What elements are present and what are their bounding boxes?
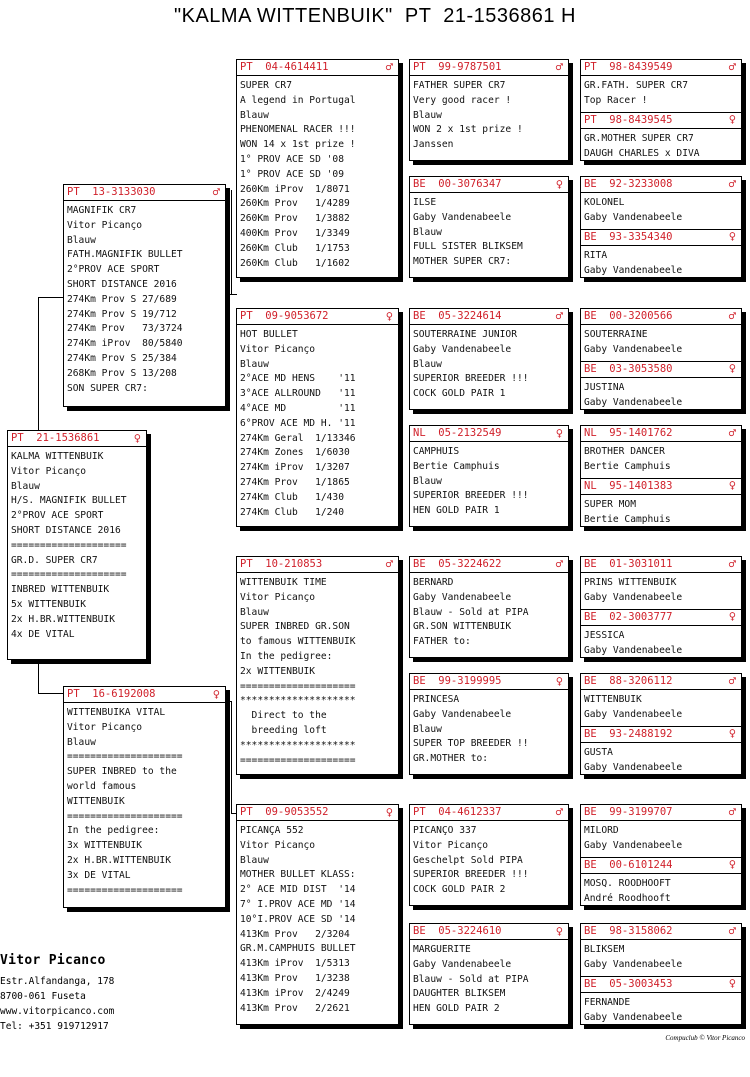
card-body (410, 690, 568, 767)
card-line: Gaby Vandenabeele (413, 958, 512, 970)
card-line: 260Km Club 1/1602 (240, 257, 350, 269)
card-line: 260Km Prov 1/4289 (240, 198, 350, 210)
card-line: SON SUPER CR7: (67, 382, 148, 394)
female-icon: ♀ (728, 976, 736, 990)
card-line: 274Km Prov S 25/384 (67, 352, 177, 364)
female-icon: ♀ (555, 924, 563, 938)
card-line: Gaby Vandenabeele (584, 761, 683, 773)
connector-line (38, 693, 63, 694)
card-line: breeding loft (240, 724, 327, 736)
card-line: H/S. MAGNIFIK BULLET (11, 495, 127, 507)
female-icon: ♀ (728, 726, 736, 740)
card-body (410, 940, 568, 1017)
card-line: world famous (67, 780, 137, 792)
card-line: WITTENBUIK (584, 694, 642, 705)
card-line: SUPERIOR BREEDER !!! (413, 869, 529, 881)
card-line: 274Km Club 1/430 (240, 491, 344, 503)
female-icon: ♀ (555, 674, 563, 688)
card-line: GR.M.CAMPHUIS BULLET (240, 943, 356, 955)
card-line: ==================== (11, 539, 127, 551)
card-line: 413Km iProv 1/5313 (240, 958, 350, 970)
card-line: FULL SISTER BLIKSEM (413, 241, 523, 253)
male-icon: ♂ (728, 924, 736, 938)
card-line: Blauw (240, 606, 269, 618)
card-line: PRINCESA (413, 694, 460, 705)
card-line: JESSICA (584, 630, 625, 641)
pedigree-card-sire-sire (236, 59, 399, 278)
card-line: Blauw (413, 475, 442, 487)
card-line: MOSQ. ROODHOOFT (584, 878, 671, 889)
card-line: Gaby Vandenabeele (584, 708, 683, 720)
card-line: SOUTERRAINE (584, 329, 648, 340)
male-icon: ♂ (555, 309, 563, 323)
ring-number: BE 05-3224610 (410, 924, 568, 940)
card-body (581, 378, 741, 410)
card-line: 7° I.PROV ACE MD '14 (240, 898, 356, 910)
ring-number: BE 93-2488192 (581, 726, 741, 743)
card-line: BERNARD (413, 577, 454, 588)
card-line: 3x WITTENBUIK (67, 840, 143, 852)
connector-line (38, 297, 39, 431)
card-body (581, 993, 741, 1025)
ring-number: PT 04-4614411 (237, 60, 398, 76)
page-title: "KALMA WITTENBUIK" PT 21-1536861 H (174, 5, 576, 27)
card-line: Gaby Vandenabeele (413, 211, 512, 223)
male-icon: ♂ (385, 557, 393, 571)
card-line: 10°I.PROV ACE SD '14 (240, 913, 356, 925)
card-body (581, 821, 741, 854)
card-body (410, 442, 568, 519)
card-line: 2°PROV ACE SPORT (67, 264, 160, 276)
card-line: INBRED WITTENBUIK (11, 584, 110, 596)
ring-number: PT 21-1536861 (8, 431, 146, 447)
card-line: GR.D. SUPER CR7 (11, 554, 98, 566)
ring-number: BE 00-3076347 (410, 177, 568, 193)
card-body (237, 76, 398, 271)
card-line: SOUTERRAINE JUNIOR (413, 329, 517, 340)
male-icon: ♂ (728, 177, 736, 191)
card-line: PICANÇA 552 (240, 825, 304, 836)
card-line: Top Racer ! (584, 94, 648, 106)
card-line: MARGUERITE (413, 944, 471, 955)
card-line: HEN GOLD PAIR 2 (413, 1003, 500, 1015)
card-line: SHORT DISTANCE 2016 (67, 278, 177, 290)
pedigree-card-sdd (409, 425, 569, 527)
pedigree-pair-1 (580, 59, 742, 161)
male-icon: ♂ (728, 557, 736, 571)
card-line: 6°PROV ACE MD H. '11 (240, 417, 356, 429)
card-line: 274Km Prov 73/3724 (67, 323, 183, 335)
card-line: A legend in Portugal (240, 94, 356, 106)
card-line: 1° PROV ACE SD '08 (240, 153, 344, 165)
card-line: ILSE (413, 197, 437, 208)
card-line: SUPERIOR BREEDER !!! (413, 373, 529, 385)
ring-number: BE 02-3003777 (581, 609, 741, 626)
card-line: 260Km Club 1/1753 (240, 242, 350, 254)
card-line: 3°ACE ALLROUND '11 (240, 388, 356, 400)
pedigree-card-sire (63, 184, 226, 407)
pedigree-card-dam-sire (236, 556, 399, 775)
card-line: WITTENBUIK TIME (240, 577, 327, 588)
card-line: Vitor Picanço (240, 343, 316, 355)
card-line: WITTENBUIK (67, 795, 125, 807)
card-body (581, 325, 741, 358)
female-icon: ♀ (385, 309, 393, 323)
card-line: Vitor Picanço (240, 591, 316, 603)
card-line: HEN GOLD PAIR 1 (413, 505, 500, 517)
ring-number: BE 88-3206112 (581, 674, 741, 690)
card-line: 2x WITTENBUIK (240, 665, 316, 677)
male-icon: ♂ (728, 674, 736, 688)
female-icon: ♀ (728, 609, 736, 623)
card-line: Blauw (67, 736, 96, 748)
card-line: ==================== (240, 680, 356, 692)
card-line: In the pedigree: (240, 650, 333, 662)
card-body (581, 193, 741, 226)
card-line: SUPER TOP BREEDER !! (413, 738, 529, 750)
pedigree-card-dsd (409, 673, 569, 775)
card-line: Gaby Vandenabeele (413, 343, 512, 355)
card-line: Vitor Picanço (11, 465, 87, 477)
card-line: Bertie Camphuis (413, 460, 500, 472)
card-line: MILORD (584, 825, 619, 836)
breeder-name: Vitor Picanco (0, 953, 106, 968)
ring-number: BE 00-6101244 (581, 857, 741, 874)
card-line: 2x H.BR.WITTENBUIK (67, 854, 171, 866)
card-line: 413Km Prov 2/2621 (240, 1002, 350, 1014)
male-icon: ♂ (555, 557, 563, 571)
female-icon: ♀ (555, 177, 563, 191)
card-body (64, 201, 225, 396)
pedigree-card-subject (7, 430, 147, 660)
card-line: 274Km Prov S 19/712 (67, 308, 177, 320)
card-line: Bertie Camphuis (584, 460, 671, 472)
card-line: ******************** (240, 739, 356, 751)
card-line: 2° ACE MID DIST '14 (240, 884, 356, 896)
connector-line (231, 701, 232, 813)
card-body (581, 76, 741, 109)
card-line: 260Km Prov 1/3882 (240, 213, 350, 225)
card-line: COCK GOLD PAIR 2 (413, 884, 506, 896)
card-line: FATH.MAGNIFIK BULLET (67, 249, 183, 261)
breeder-info (0, 953, 114, 1034)
card-line: ******************** (240, 695, 356, 707)
card-line: HOT BULLET (240, 329, 298, 340)
male-icon: ♂ (728, 426, 736, 440)
card-line: Gaby Vandenabeele (584, 396, 683, 408)
pedigree-card-ddd (409, 923, 569, 1025)
female-icon: ♀ (728, 478, 736, 492)
card-line: ==================== (67, 884, 183, 896)
pedigree-pair-6 (580, 673, 742, 775)
ring-number: PT 09-9053672 (237, 309, 398, 325)
card-line: Blauw - Sold at PIPA (413, 606, 529, 618)
card-body (581, 129, 741, 161)
ring-number: BE 99-3199707 (581, 805, 741, 821)
card-line: Bertie Camphuis (584, 513, 671, 525)
card-line: BROTHER DANCER (584, 446, 665, 457)
card-body (237, 573, 398, 768)
pedigree-card-sds (409, 308, 569, 410)
card-line: MAGNIFIK CR7 (67, 205, 137, 216)
card-line: PRINS WITTENBUIK (584, 577, 677, 588)
pedigree-pair-5 (580, 556, 742, 658)
card-line: Geschelpt Sold PIPA (413, 854, 523, 866)
ring-number: NL 05-2132549 (410, 426, 568, 442)
male-icon: ♂ (728, 805, 736, 819)
card-line: Gaby Vandenabeele (413, 591, 512, 603)
card-line: 413Km iProv 2/4249 (240, 987, 350, 999)
card-line: ==================== (67, 751, 183, 763)
card-body (410, 821, 568, 898)
female-icon: ♀ (555, 426, 563, 440)
pedigree-card-sss (409, 59, 569, 161)
female-icon: ♀ (728, 229, 736, 243)
ring-number: NL 95-1401383 (581, 478, 741, 495)
pedigree-card-ssd (409, 176, 569, 278)
card-line: ==================== (67, 810, 183, 822)
card-line: 2°PROV ACE SPORT (11, 510, 104, 522)
male-icon: ♂ (728, 309, 736, 323)
card-line: SUPER CR7 (240, 80, 292, 91)
pedigree-card-dam (63, 686, 226, 908)
card-body (581, 874, 741, 906)
card-line: Gaby Vandenabeele (584, 343, 683, 355)
card-line: DAUGH CHARLES x DIVA (584, 147, 700, 159)
card-line: Blauw (413, 723, 442, 735)
card-line: COCK GOLD PAIR 1 (413, 388, 506, 400)
card-line: KOLONEL (584, 197, 625, 208)
card-line: Gaby Vandenabeele (584, 211, 683, 223)
female-icon: ♀ (728, 112, 736, 126)
pedigree-card-dds (409, 804, 569, 906)
ring-number: PT 16-6192008 (64, 687, 225, 703)
ring-number: BE 98-3158062 (581, 924, 741, 940)
card-line: 274Km Prov 1/1865 (240, 476, 350, 488)
card-line: 2°ACE MD HENS '11 (240, 373, 356, 385)
pedigree-pair-8 (580, 923, 742, 1025)
card-line: DAUGHTER BLIKSEM (413, 988, 506, 1000)
connector-line (38, 297, 63, 298)
card-line: 5x WITTENBUIK (11, 598, 87, 610)
card-line: WON 2 x 1st prize ! (413, 124, 523, 136)
ring-number: BE 05-3003453 (581, 976, 741, 993)
card-line: to famous WITTENBUIK (240, 636, 356, 648)
card-line: ==================== (11, 569, 127, 581)
connector-line (231, 190, 232, 294)
pedigree-card-sire-dam (236, 308, 399, 527)
breeder-phone: Tel: +351 919712917 (0, 1021, 109, 1032)
card-line: Direct to the (240, 710, 327, 722)
ring-number: NL 95-1401762 (581, 426, 741, 442)
card-line: SUPERIOR BREEDER !!! (413, 490, 529, 502)
card-line: 274Km Prov S 27/689 (67, 293, 177, 305)
card-body (581, 573, 741, 606)
male-icon: ♂ (212, 185, 220, 199)
ring-number: PT 04-4612337 (410, 805, 568, 821)
breeder-address-line2: 8700-061 Fuseta (0, 991, 86, 1002)
pedigree-card-dam-dam (236, 804, 399, 1025)
card-body (237, 325, 398, 520)
card-line: Gaby Vandenabeele (584, 958, 683, 970)
card-line: Vitor Picanço (240, 839, 316, 851)
card-line: André Roodhooft (584, 892, 671, 904)
card-line: ==================== (240, 754, 356, 766)
ring-number: PT 10-210853 (237, 557, 398, 573)
card-line: PICANÇO 337 (413, 825, 477, 836)
card-line: Blauw (240, 854, 269, 866)
card-line: SUPER MOM (584, 499, 636, 510)
card-line: Gaby Vandenabeele (584, 264, 683, 276)
card-line: Gaby Vandenabeele (413, 708, 512, 720)
female-icon: ♀ (385, 805, 393, 819)
card-line: Janssen (413, 139, 454, 151)
card-line: GR.SON WITTENBUIK (413, 621, 512, 633)
card-line: Blauw (11, 480, 40, 492)
pedigree-pair-4 (580, 425, 742, 527)
male-icon: ♂ (385, 60, 393, 74)
card-line: 274Km Zones 1/6030 (240, 447, 350, 459)
card-line: 274Km Geral 1/13346 (240, 432, 356, 444)
card-line: FATHER to: (413, 636, 471, 648)
card-body (410, 325, 568, 402)
card-line: 413Km Prov 2/3204 (240, 928, 350, 940)
card-line: KALMA WITTENBUIK (11, 451, 104, 462)
card-line: Blauw (413, 358, 442, 370)
card-line: Gaby Vandenabeele (584, 644, 683, 656)
female-icon: ♀ (728, 361, 736, 375)
card-line: SHORT DISTANCE 2016 (11, 524, 121, 536)
copyright-notice: Compuclub © Vitor Picanco (665, 1034, 745, 1042)
card-body (410, 193, 568, 270)
card-line: BLIKSEM (584, 944, 625, 955)
ring-number: BE 99-3199995 (410, 674, 568, 690)
pedigree-pair-7 (580, 804, 742, 906)
card-line: 1° PROV ACE SD '09 (240, 168, 344, 180)
card-line: Very good racer ! (413, 94, 512, 106)
ring-number: PT 13-3133030 (64, 185, 225, 201)
card-line: 3x DE VITAL (67, 869, 131, 881)
ring-number: PT 98-8439549 (581, 60, 741, 76)
male-icon: ♂ (728, 60, 736, 74)
card-line: 274Km iProv 80/5840 (67, 338, 183, 350)
card-line: SUPER INBRED to the (67, 766, 177, 778)
card-line: JUSTINA (584, 382, 625, 393)
card-line: GR.MOTHER SUPER CR7 (584, 133, 694, 144)
card-line: RITA (584, 250, 608, 261)
card-line: GR.FATH. SUPER CR7 (584, 80, 688, 91)
card-body (581, 495, 741, 527)
card-line: 400Km Prov 1/3349 (240, 227, 350, 239)
ring-number: BE 05-3224614 (410, 309, 568, 325)
female-icon: ♀ (728, 857, 736, 871)
card-body (8, 447, 146, 642)
card-line: FERNANDE (584, 997, 631, 1008)
card-line: CAMPHUIS (413, 446, 460, 457)
card-line: Vitor Picanço (67, 721, 143, 733)
card-line: GR.MOTHER to: (413, 753, 489, 765)
connector-line (227, 294, 232, 295)
card-line: SUPER INBRED GR.SON (240, 621, 350, 633)
card-body (581, 690, 741, 723)
pedigree-card-dss (409, 556, 569, 658)
breeder-address-line1: Estr.Alfandanga, 178 (0, 976, 115, 987)
card-line: WITTENBUIKA VITAL (67, 707, 166, 718)
card-line: GUSTA (584, 747, 613, 758)
card-line: Gaby Vandenabeele (584, 1011, 683, 1023)
card-line: MOTHER BULLET KLASS: (240, 869, 356, 881)
connector-line (227, 701, 232, 702)
card-line: Blauw (240, 358, 269, 370)
card-body (581, 743, 741, 775)
ring-number: PT 99-9787501 (410, 60, 568, 76)
card-line: 260Km iProv 1/8071 (240, 183, 350, 195)
card-body (581, 626, 741, 658)
breeder-website: www.vitorpicanco.com (0, 1006, 115, 1017)
ring-number: PT 98-8439545 (581, 112, 741, 129)
card-line: 4x DE VITAL (11, 628, 75, 640)
card-line: Blauw (413, 109, 442, 121)
ring-number: BE 03-3053580 (581, 361, 741, 378)
pedigree-pair-3 (580, 308, 742, 410)
connector-line (38, 660, 39, 693)
ring-number: BE 93-3354340 (581, 229, 741, 246)
female-icon: ♀ (133, 431, 141, 445)
card-line: Blauw (413, 226, 442, 238)
card-line: Vitor Picanço (67, 219, 143, 231)
card-line: Gaby Vandenabeele (584, 839, 683, 851)
card-body (410, 76, 568, 153)
card-line: PHENOMENAL RACER !!! (240, 124, 356, 136)
ring-number: BE 05-3224622 (410, 557, 568, 573)
card-body (64, 703, 225, 898)
ring-number: PT 09-9053552 (237, 805, 398, 821)
card-line: Gaby Vandenabeele (584, 591, 683, 603)
card-line: Blauw (240, 109, 269, 121)
card-line: 2x H.BR.WITTENBUIK (11, 613, 115, 625)
male-icon: ♂ (555, 805, 563, 819)
male-icon: ♂ (555, 60, 563, 74)
female-icon: ♀ (212, 687, 220, 701)
card-body (581, 940, 741, 973)
card-line: In the pedigree: (67, 825, 160, 837)
pedigree-pair-2 (580, 176, 742, 278)
card-body (410, 573, 568, 650)
card-line: Vitor Picanço (413, 839, 489, 851)
card-line: FATHER SUPER CR7 (413, 80, 506, 91)
ring-number: BE 01-3031011 (581, 557, 741, 573)
card-line: 274Km Club 1/240 (240, 506, 344, 518)
card-line: WON 14 x 1st prize ! (240, 139, 356, 151)
ring-number: BE 92-3233008 (581, 177, 741, 193)
card-line: 268Km Prov S 13/208 (67, 367, 177, 379)
card-line: Blauw (67, 234, 96, 246)
card-body (581, 442, 741, 475)
card-line: 4°ACE MD '11 (240, 402, 356, 414)
card-body (581, 246, 741, 278)
ring-number: BE 00-3200566 (581, 309, 741, 325)
card-line: Blauw - Sold at PIPA (413, 973, 529, 985)
card-body (237, 821, 398, 1016)
card-line: MOTHER SUPER CR7: (413, 256, 512, 268)
card-line: 413Km Prov 1/3238 (240, 972, 350, 984)
card-line: 274Km iProv 1/3207 (240, 462, 350, 474)
